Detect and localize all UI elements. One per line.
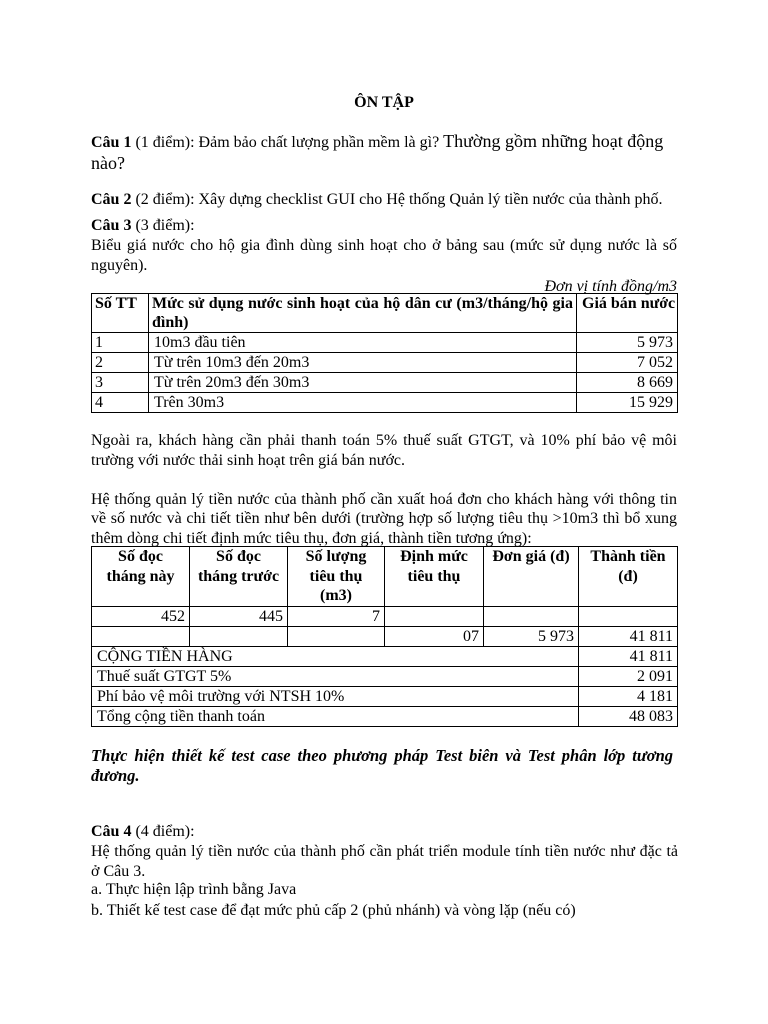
question-3-intro: Biểu giá nước cho hộ gia đình dùng sinh hoạt cho ở bảng sau (mức sử dụng nước là số nguyên). bbox=[91, 237, 677, 274]
summary-row bbox=[92, 706, 678, 726]
question-2 bbox=[91, 190, 677, 210]
tier-label: Từ trên 20m3 đến 30m3 bbox=[149, 373, 577, 393]
question-4-item-b: b. Thiết kế test case để đạt mức phủ cấp 2 (phủ nhánh) và vòng lặp (nếu có) bbox=[91, 902, 576, 919]
question-3-label: Câu 3 bbox=[91, 217, 132, 234]
page-title: ÔN TẬP bbox=[354, 94, 414, 111]
amount-value: 41 811 bbox=[579, 626, 678, 646]
header-quota bbox=[385, 547, 484, 607]
invoice-table-wrapper bbox=[91, 546, 677, 727]
tier-label: 10m3 đầu tiên bbox=[149, 333, 577, 353]
empty-cell bbox=[385, 606, 484, 626]
price-table-wrapper bbox=[91, 293, 677, 413]
row-number: 1 bbox=[92, 333, 149, 353]
header-quota-label: Định mức tiêu thụ bbox=[400, 548, 468, 585]
tier-label: Trên 30m3 bbox=[149, 393, 577, 413]
question-4-text: Hệ thống quản lý tiền nước của thành phố cần phát triển module tính tiền nước như đặc tả ở Câu 3. bbox=[91, 843, 678, 880]
detail-row bbox=[92, 626, 678, 646]
header-unit-price-label: Đơn giá (đ) bbox=[492, 548, 570, 565]
unit-price-value: 5 973 bbox=[484, 626, 579, 646]
question-3-points: (3 điểm): bbox=[135, 217, 195, 234]
table-row bbox=[92, 333, 678, 353]
tier-price: 7 052 bbox=[577, 353, 678, 373]
header-current-reading-label: Số đọc tháng này bbox=[106, 548, 175, 585]
question-1-text-large: Thường gồm những hoạt động nào? bbox=[91, 131, 664, 173]
empty-cell bbox=[190, 626, 288, 646]
price-table-header-price: Giá bán nước bbox=[577, 294, 678, 333]
summary-value: 2 091 bbox=[579, 666, 678, 686]
row-number: 3 bbox=[92, 373, 149, 393]
price-table-header-row bbox=[92, 294, 678, 333]
question-1 bbox=[91, 131, 677, 175]
empty-cell bbox=[579, 606, 678, 626]
question-1-label: Câu 1 bbox=[91, 134, 132, 151]
header-unit-price bbox=[484, 547, 579, 607]
empty-cell bbox=[288, 626, 385, 646]
tier-label: Từ trên 10m3 đến 20m3 bbox=[149, 353, 577, 373]
summary-value: 4 181 bbox=[579, 686, 678, 706]
question-4-heading bbox=[91, 822, 677, 842]
consumption-value: 7 bbox=[288, 606, 385, 626]
row-number: 2 bbox=[92, 353, 149, 373]
question-3-heading bbox=[91, 216, 677, 236]
header-amount bbox=[579, 547, 678, 607]
question-3-task: Thực hiện thiết kế test case theo phương pháp Test biên và Test phân lớp tương đương. bbox=[91, 746, 673, 785]
summary-label: Phí bảo vệ môi trường với NTSH 10% bbox=[92, 686, 579, 706]
question-1-text: (1 điểm): Đảm bảo chất lượng phần mềm là gì? bbox=[135, 134, 440, 151]
question-4-points: (4 điểm): bbox=[135, 823, 195, 840]
question-4-label: Câu 4 bbox=[91, 823, 132, 840]
invoice-note: Hệ thống quản lý tiền nước của thành phố cần xuất hoá đơn cho khách hàng với thông tin về số nước và chi tiết tiền như bên dưới (trường hợp số lượng tiêu thụ >10m3 thì bổ xung thêm dòng chi tiết định mức tiêu thụ, đơn giá, thành tiền tương ứng): bbox=[91, 491, 677, 547]
invoice-header-row bbox=[92, 547, 678, 607]
summary-label: Thuế suất GTGT 5% bbox=[92, 666, 579, 686]
unit-note: Đơn vị tính đồng/m3 bbox=[544, 278, 677, 295]
header-amount-label: Thành tiền (đ) bbox=[590, 548, 666, 585]
table-row bbox=[92, 393, 678, 413]
tier-price: 5 973 bbox=[577, 333, 678, 353]
current-reading: 452 bbox=[92, 606, 190, 626]
price-table-header-no: Số TT bbox=[92, 294, 149, 333]
summary-row bbox=[92, 686, 678, 706]
reading-row bbox=[92, 606, 678, 626]
question-4-item-a: a. Thực hiện lập trình bằng Java bbox=[91, 881, 297, 898]
tier-price: 15 929 bbox=[577, 393, 678, 413]
empty-cell bbox=[92, 626, 190, 646]
question-2-label: Câu 2 bbox=[91, 191, 132, 208]
header-current-reading bbox=[92, 547, 190, 607]
header-consumption bbox=[288, 547, 385, 607]
quota-value: 07 bbox=[385, 626, 484, 646]
header-consumption-label: Số lượng tiêu thụ (m3) bbox=[305, 548, 367, 604]
summary-row bbox=[92, 666, 678, 686]
summary-value: 41 811 bbox=[579, 646, 678, 666]
previous-reading: 445 bbox=[190, 606, 288, 626]
table-row bbox=[92, 373, 678, 393]
question-2-text: (2 điểm): Xây dựng checklist GUI cho Hệ thống Quản lý tiền nước của thành phố. bbox=[135, 191, 663, 208]
empty-cell bbox=[484, 606, 579, 626]
price-table-header-tier: Mức sử dụng nước sinh hoạt của hộ dân cư (m3/tháng/hộ gia đình) bbox=[149, 294, 577, 333]
summary-label: Tổng cộng tiền thanh toán bbox=[92, 706, 579, 726]
tier-price: 8 669 bbox=[577, 373, 678, 393]
summary-value: 48 083 bbox=[579, 706, 678, 726]
row-number: 4 bbox=[92, 393, 149, 413]
invoice-table bbox=[91, 546, 678, 727]
price-table bbox=[91, 293, 678, 413]
header-previous-reading bbox=[190, 547, 288, 607]
header-previous-reading-label: Số đọc tháng trước bbox=[197, 548, 280, 585]
summary-row bbox=[92, 646, 678, 666]
fees-note: Ngoài ra, khách hàng cần phải thanh toán 5% thuế suất GTGT, và 10% phí bảo vệ môi trường với nước thải sinh hoạt trên giá bán nước. bbox=[91, 432, 677, 469]
summary-label: CỘNG TIỀN HÀNG bbox=[92, 646, 579, 666]
table-row bbox=[92, 353, 678, 373]
